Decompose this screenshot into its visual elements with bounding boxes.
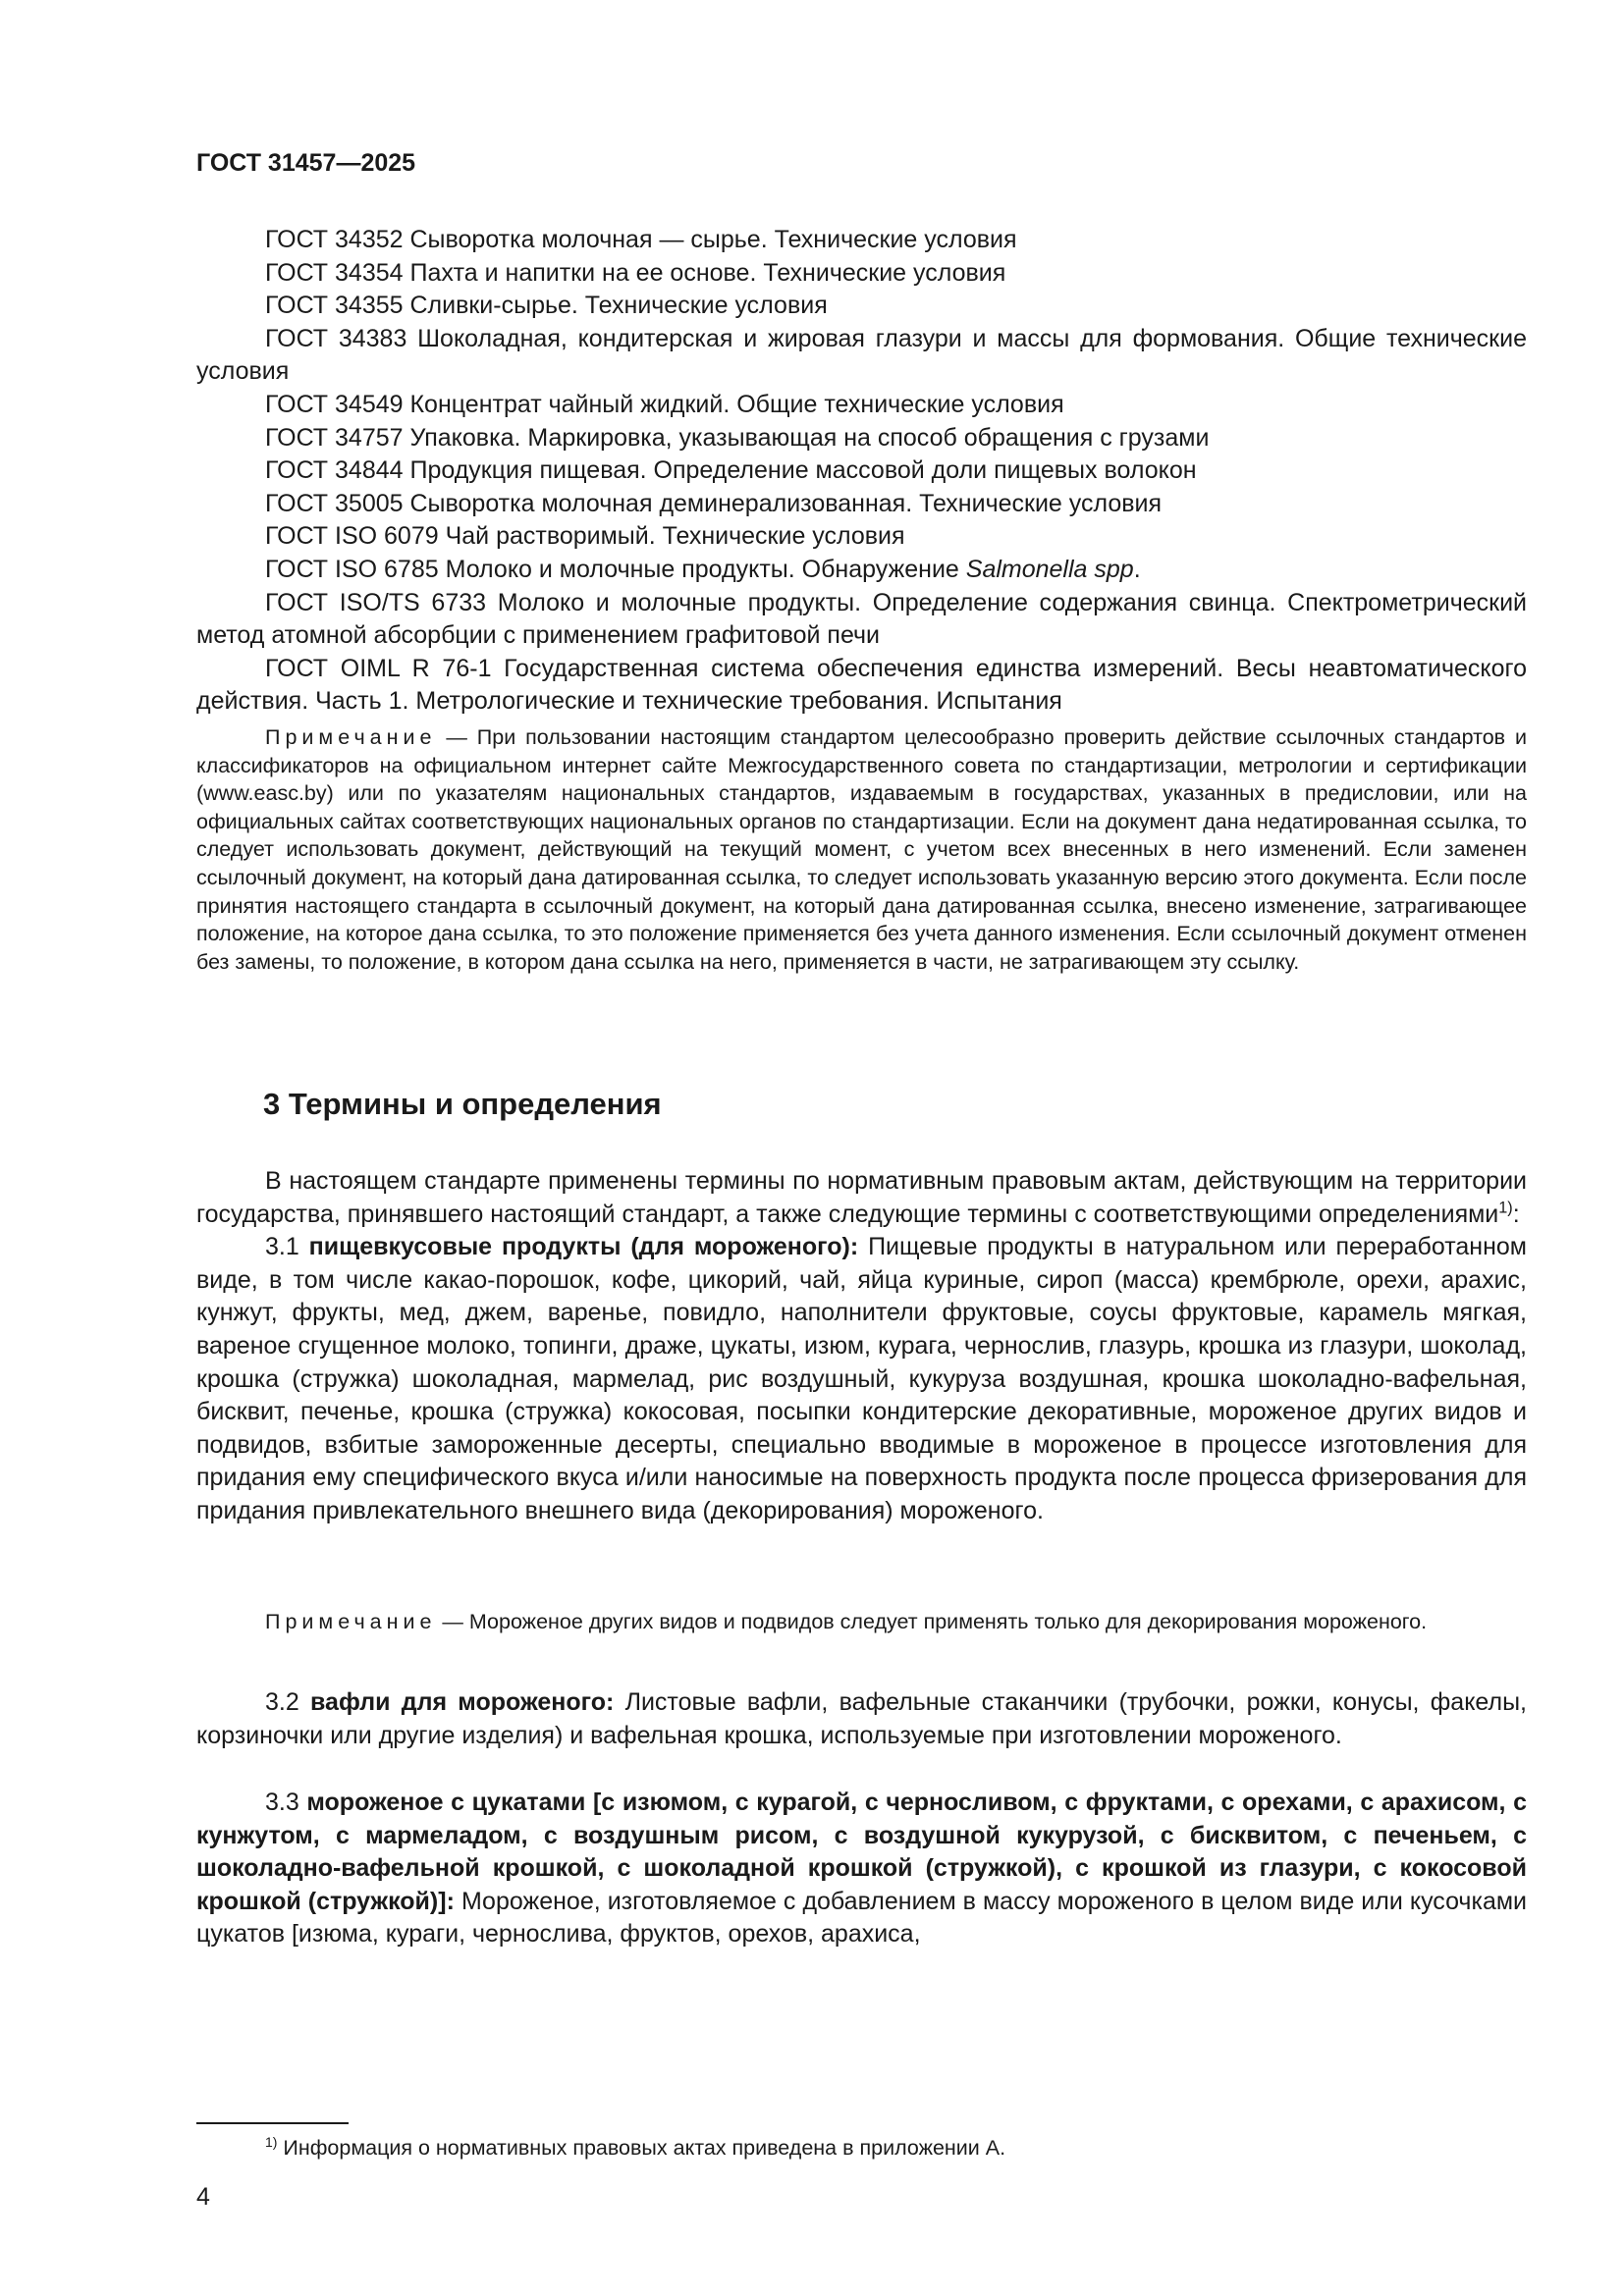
term-3-3 bbox=[196, 1787, 1527, 1951]
document-page bbox=[196, 0, 1527, 2296]
reference-item: ГОСТ 34757 Упаковка. Маркировка, указывающая на способ обращения с грузами bbox=[265, 423, 1210, 452]
reference-item: ГОСТ ISO/TS 6733 Молоко и молочные продукты. Определение содержания свинца. Спектрометрический метод атомной абсорбции с применением графитовой печи bbox=[196, 588, 1527, 650]
term-name: пищевкусовые продукты (для мороженого): bbox=[308, 1233, 859, 1261]
reference-item: ГОСТ ISO 6079 Чай растворимый. Технические условия bbox=[265, 522, 905, 551]
section-intro bbox=[196, 1165, 1527, 1528]
note-label: Примечание bbox=[265, 1610, 437, 1633]
reference-text: ГОСТ ISO 6785 Молоко и молочные продукты. Обнаружение bbox=[265, 555, 966, 583]
term-number: 3.3 bbox=[265, 1789, 307, 1816]
page-number: 4 bbox=[196, 2183, 210, 2211]
reference-item: ГОСТ OIML R 76-1 Государственная система обеспечения единства измерений. Весы неавтоматического действия. Часть 1. Метрологические и технические требования. Испытания bbox=[196, 654, 1527, 716]
reference-item bbox=[196, 554, 1527, 587]
footnote-separator bbox=[196, 2122, 349, 2124]
document-id-header: ГОСТ 31457—2025 bbox=[196, 149, 416, 177]
term-3-1 bbox=[196, 1231, 1527, 1527]
reference-item: ГОСТ 34355 Сливки-сырье. Технические условия bbox=[265, 292, 828, 320]
term-number: 3.2 bbox=[265, 1688, 311, 1716]
footnote-ref: 1) bbox=[1498, 1199, 1513, 1217]
references-note bbox=[196, 723, 1527, 976]
note-text: — Мороженое других видов и подвидов следует применять только для декорирования мороженого. bbox=[436, 1610, 1428, 1633]
reference-item: ГОСТ 34354 Пахта и напитки на ее основе. Технические условия bbox=[265, 258, 1006, 287]
term-definition: Пищевые продукты в натуральном или переработанном виде, в том числе какао-порошок, кофе, цикорий, чай, яйца куриные, сироп (масса) крембрюле, орехи, арахис, кунжут, фрукты, мед, джем, варенье, повидло, наполнители фруктовые, соусы фруктовые, карамель мягкая, вареное сгущенное молоко, топинги, драже, цукаты, изюм, курага, чернослив, глазурь, крошка из глазури, шоколад, крошка (стружка) шоколадная, мармелад, рис воздушный, кукуруза воздушная, крошка шоколадно-вафельная, бисквит, печенье, крошка (стружка) кокосовая, посыпки кондитерские декоративные, мороженое других видов и подвидов, взбитые замороженные десерты, специально вводимые в мороженое в процессе изготовления для придания ему специфического вкуса и/или наносимые на поверхность продукта после процесса фризерования для придания привлекательного внешнего вида (декорирования) мороженого. bbox=[196, 1233, 1527, 1524]
term-name: мороженое с цукатами [с изюмом, с курагой, с черносливом, с фруктами, с орехами, с арахисом, с кунжутом, с мармеладом, с воздушным рисом, с воздушной кукурузой, с бисквитом, с печеньем, с шоколадно-вафельной крошкой, с шоколадной крошкой (стружкой), с крошкой из глазури, с кокосовой крошкой (стружкой)]: bbox=[196, 1789, 1528, 1915]
intro-text: В настоящем стандарте применены термины по нормативным правовым актам, действующим на территории государства, принявшего настоящий стандарт, а также следующие термины с соответствующими определениями bbox=[196, 1167, 1527, 1228]
term-note bbox=[196, 1608, 1527, 1636]
note-text: — При пользовании настоящим стандартом целесообразно проверить действие ссылочных стандартов и классификаторов на официальном интернет сайте Межгосударственного совета по стандартизации, метрологии и сертификации (www.easc.by) или по указателям национальных стандартов, издаваемым в государствах, указанных в предисловии, или на официальных сайтах соответствующих национальных органов по стандартизации. Если на документ дана недатированная ссылка, то следует использовать документ, действующий на текущий момент, с учетом всех внесенных в него изменений. Если заменен ссылочный документ, на который дана датированная ссылка, то следует использовать указанную версию этого документа. Если после принятия настоящего стандарта в ссылочный документ, на который дана датированная ссылка, внесено изменение, затрагивающее положение, на которое дана ссылка, то это положение применяется без учета данного изменения. Если ссылочный документ отменен без замены, то положение, в котором дана ссылка на него, применяется в части, не затрагивающем эту ссылку. bbox=[196, 725, 1527, 974]
reference-period: . bbox=[1133, 555, 1141, 583]
term-number: 3.1 bbox=[265, 1233, 309, 1261]
term-3-2 bbox=[196, 1686, 1527, 1752]
term-definition: Листовые вафли, вафельные стаканчики (трубочки, рожки, конусы, факелы, корзиночки или другие изделия) и вафельная крошка, используемые при изготовлении мороженого. bbox=[196, 1688, 1528, 1749]
term-name: вафли для мороженого: bbox=[310, 1688, 615, 1716]
normative-references-list bbox=[196, 224, 1527, 719]
footnote-mark: 1) bbox=[265, 2133, 278, 2150]
reference-italic-organism: Salmonella spp bbox=[965, 555, 1134, 583]
intro-colon: : bbox=[1512, 1200, 1520, 1228]
footnote bbox=[265, 2133, 1006, 2161]
reference-item: ГОСТ 34844 Продукция пищевая. Определение массовой доли пищевых волокон bbox=[265, 456, 1197, 485]
reference-item: ГОСТ 34352 Сыворотка молочная — сырье. Технические условия bbox=[265, 226, 1017, 253]
reference-item: ГОСТ 34383 Шоколадная, кондитерская и жировая глазури и массы для формования. Общие технические условия bbox=[196, 324, 1527, 386]
term-definition: Мороженое, изготовляемое с добавлением в массу мороженого в целом виде или кусочками цукатов [изюма, кураги, чернослива, фруктов, орехов, арахиса, bbox=[196, 1887, 1527, 1949]
footnote-text: Информация о нормативных правовых актах приведена в приложении А. bbox=[277, 2136, 1006, 2160]
note-label: Примечание bbox=[265, 725, 437, 749]
reference-item: ГОСТ 34549 Концентрат чайный жидкий. Общие технические условия bbox=[265, 390, 1064, 418]
reference-item: ГОСТ 35005 Сыворотка молочная деминерализованная. Технические условия bbox=[265, 489, 1163, 517]
section-title: 3 Термины и определения bbox=[263, 1087, 662, 1121]
